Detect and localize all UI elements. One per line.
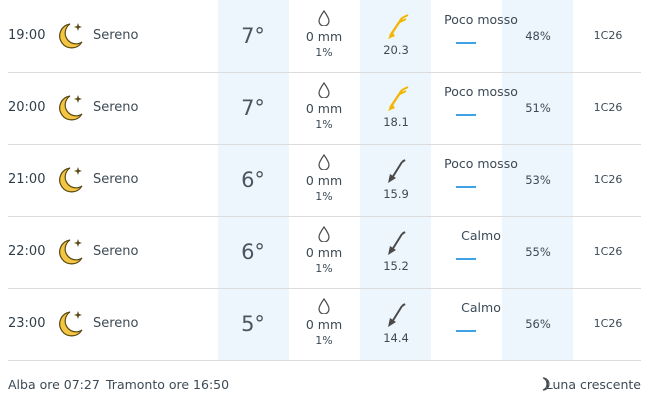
sunrise-time: Alba ore 07:27	[8, 377, 100, 392]
rain-amount: 0 mm	[305, 245, 343, 260]
humidity-value: 56%	[525, 317, 551, 331]
time-label: 23:00	[8, 316, 46, 331]
sea-state: Poco mosso	[444, 156, 518, 171]
temperature-value: 7°	[241, 96, 265, 120]
moon-icon	[56, 236, 84, 268]
uv-value: 1C26	[593, 29, 623, 42]
condition-label: Sereno	[93, 28, 139, 43]
wind-speed: 15.2	[383, 259, 409, 273]
rain-amount: 0 mm	[305, 317, 343, 332]
time-label: 22:00	[8, 244, 46, 259]
sunset-time: Tramonto ore 16:50	[106, 377, 230, 392]
temperature-value: 6°	[241, 240, 265, 264]
wind-speed: 15.9	[383, 187, 409, 201]
wind-direction-icon	[384, 300, 410, 328]
rain-amount: 0 mm	[305, 173, 343, 188]
sea-wave-icon	[456, 186, 476, 188]
uv-value: 1C26	[593, 101, 623, 114]
rain-probability: 1%	[315, 334, 333, 347]
sea-state: Poco mosso	[444, 84, 518, 99]
rain-amount: 0 mm	[305, 29, 343, 44]
wind-direction-icon	[384, 12, 410, 40]
moon-phase: Luna crescente	[545, 377, 641, 392]
rain-probability: 1%	[315, 118, 333, 131]
wind-speed: 14.4	[383, 331, 409, 345]
wind-direction-icon	[384, 156, 410, 184]
wind-speed: 20.3	[383, 43, 409, 57]
rain-probability: 1%	[315, 190, 333, 203]
rain-amount: 0 mm	[305, 101, 343, 116]
sea-wave-icon	[456, 42, 476, 44]
forecast-row[interactable]	[8, 144, 641, 217]
rain-drop-icon	[318, 154, 330, 170]
condition-label: Sereno	[93, 244, 139, 259]
time-label: 19:00	[8, 28, 46, 43]
rain-drop-icon	[318, 10, 330, 26]
sea-state: Calmo	[461, 228, 501, 243]
sea-wave-icon	[456, 330, 476, 332]
moon-icon	[56, 308, 84, 340]
uv-value: 1C26	[593, 317, 623, 330]
sea-state: Calmo	[461, 300, 501, 315]
forecast-row[interactable]	[8, 288, 641, 361]
humidity-value: 48%	[525, 29, 551, 43]
humidity-value: 53%	[525, 173, 551, 187]
humidity-value: 51%	[525, 101, 551, 115]
rain-probability: 1%	[315, 46, 333, 59]
time-label: 20:00	[8, 100, 46, 115]
temperature-value: 6°	[241, 168, 265, 192]
forecast-row[interactable]	[8, 216, 641, 289]
sea-wave-icon	[456, 114, 476, 116]
rain-drop-icon	[318, 82, 330, 98]
sea-state: Poco mosso	[444, 12, 518, 27]
moon-icon	[56, 164, 84, 196]
forecast-footer	[8, 368, 641, 400]
sea-wave-icon	[456, 258, 476, 260]
rain-drop-icon	[318, 298, 330, 314]
time-label: 21:00	[8, 172, 46, 187]
rain-drop-icon	[318, 226, 330, 242]
condition-label: Sereno	[93, 316, 139, 331]
forecast-row[interactable]	[8, 0, 641, 73]
wind-direction-icon	[384, 228, 410, 256]
moon-icon	[56, 20, 84, 52]
uv-value: 1C26	[593, 245, 623, 258]
moon-icon	[56, 92, 84, 124]
temperature-value: 7°	[241, 24, 265, 48]
humidity-value: 55%	[525, 245, 551, 259]
forecast-row[interactable]	[8, 72, 641, 145]
uv-value: 1C26	[593, 173, 623, 186]
condition-label: Sereno	[93, 100, 139, 115]
wind-speed: 18.1	[383, 115, 409, 129]
wind-direction-icon	[384, 84, 410, 112]
temperature-value: 5°	[241, 312, 265, 336]
condition-label: Sereno	[93, 172, 139, 187]
rain-probability: 1%	[315, 262, 333, 275]
